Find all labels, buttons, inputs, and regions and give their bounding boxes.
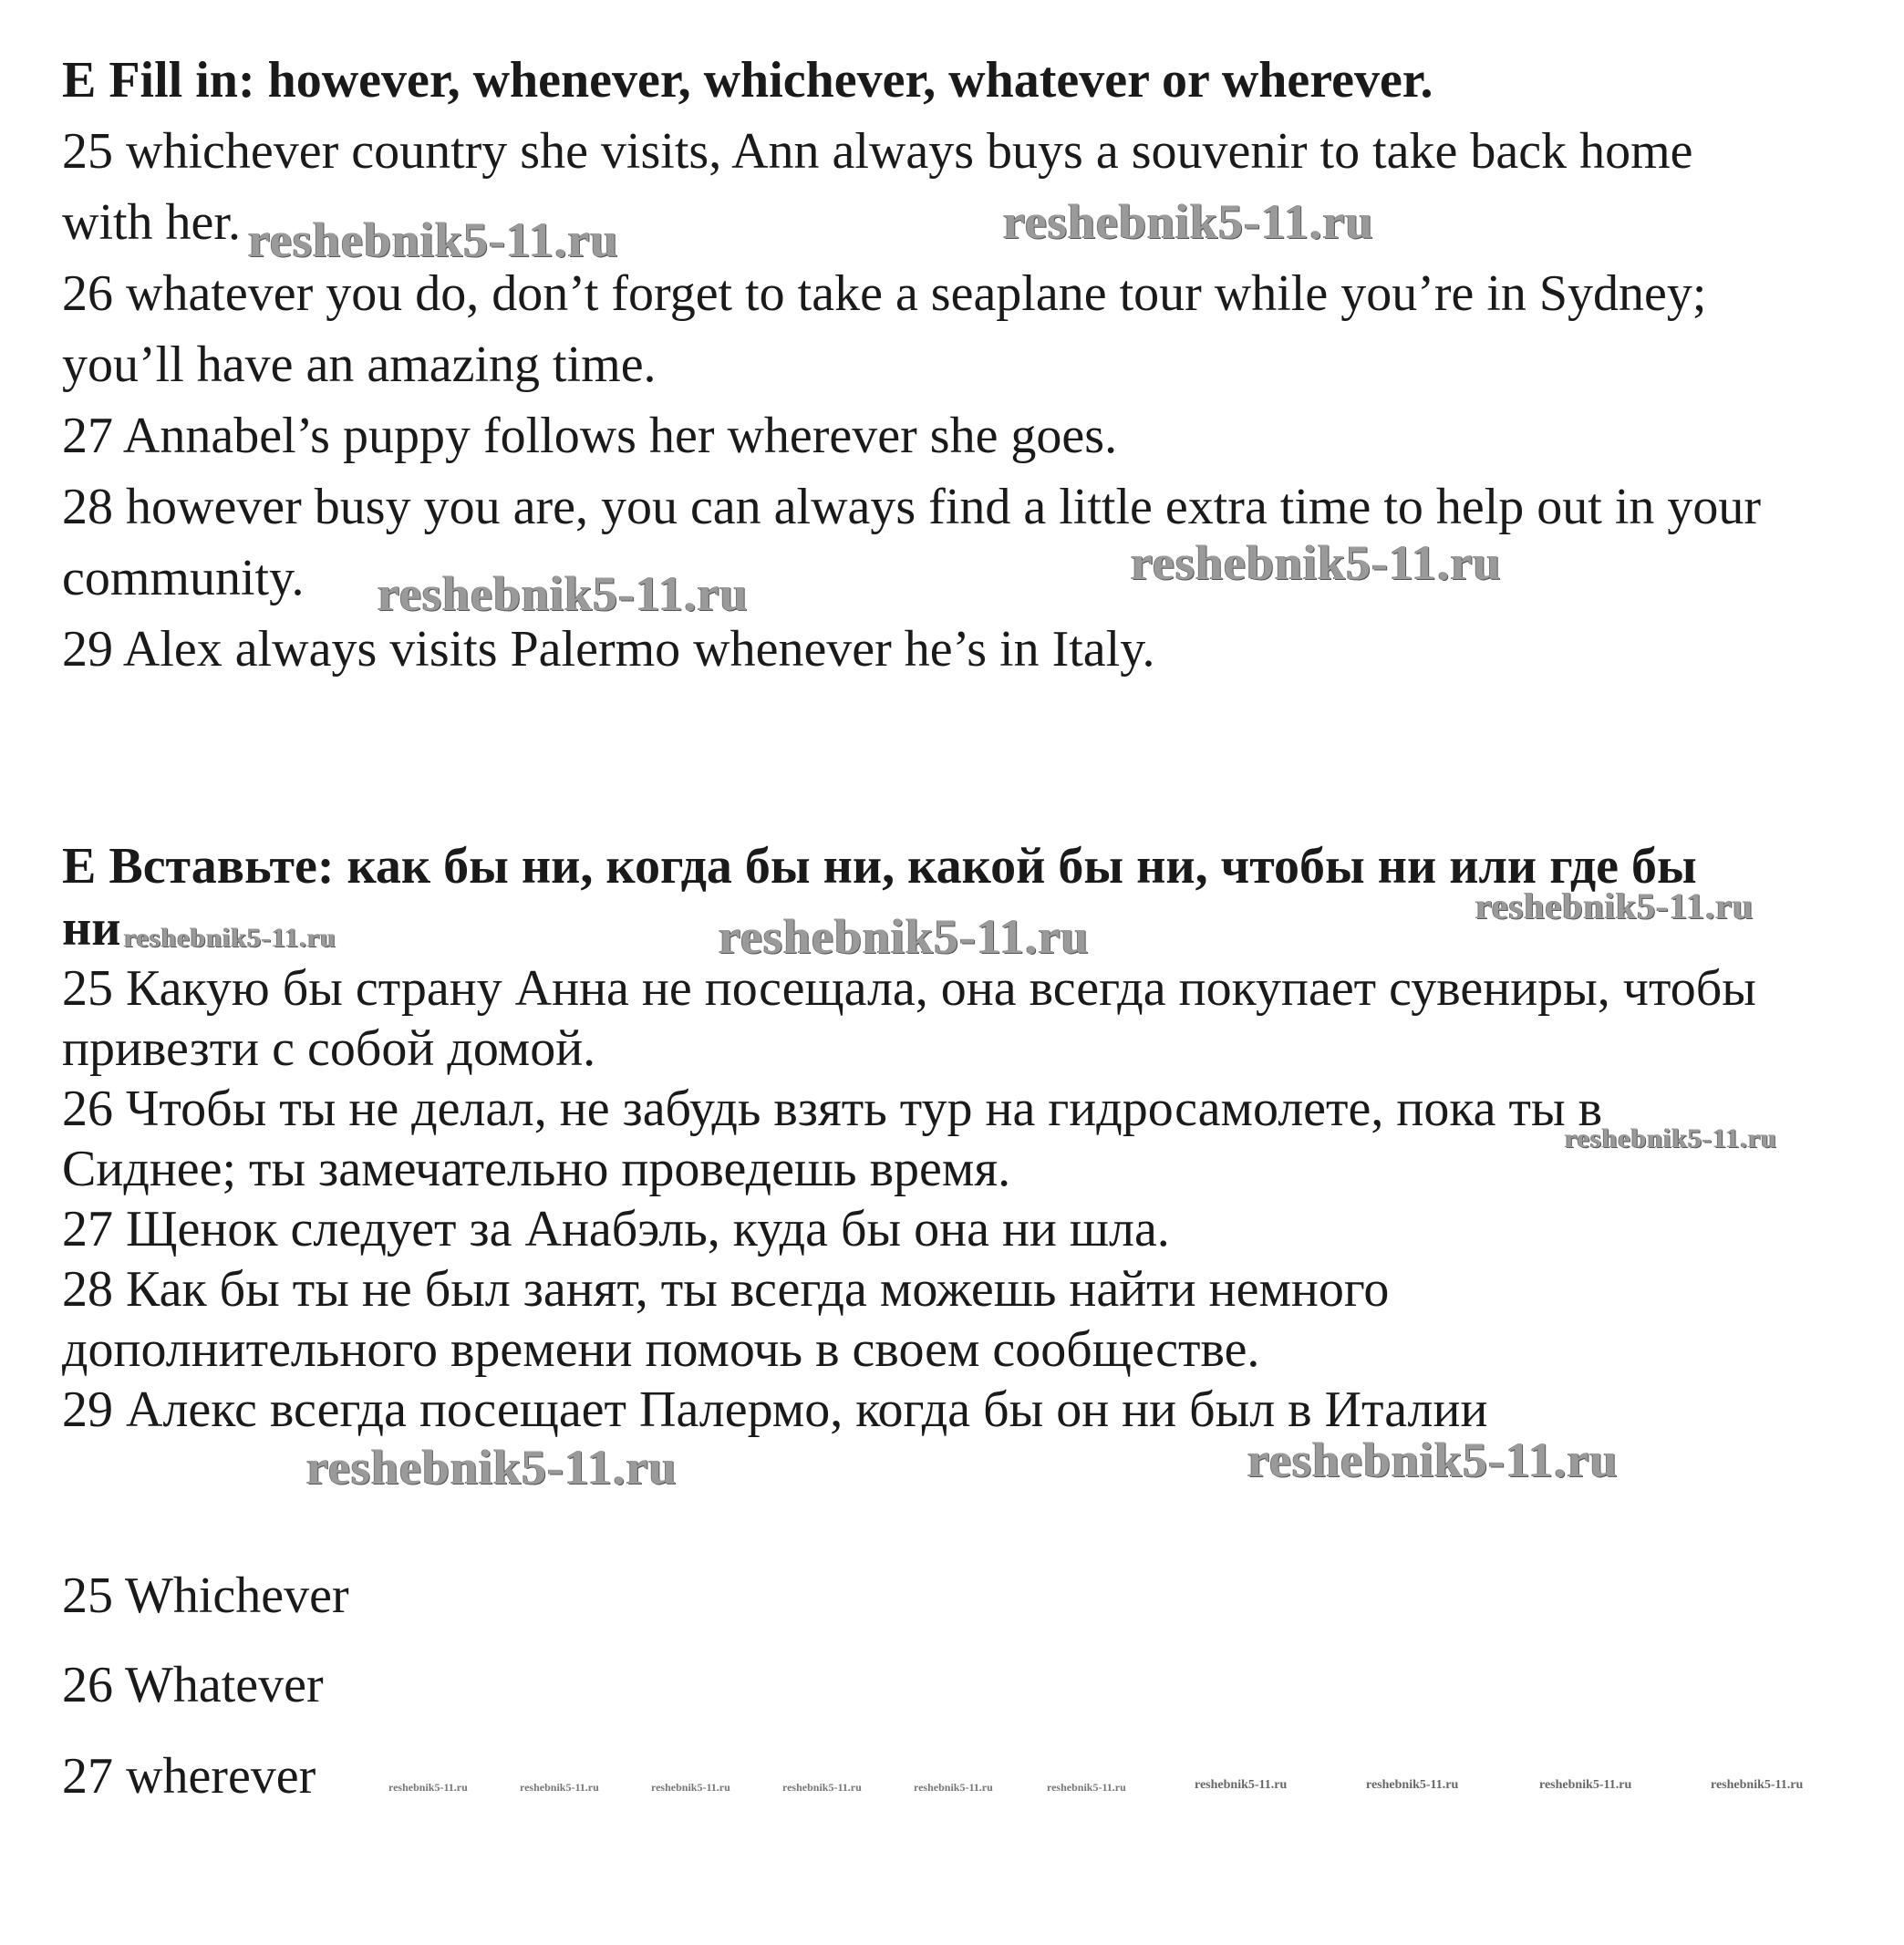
russian-line: 26 Чтобы ты не делал, не забудь взять тур на гидросамолете, пока ты в <box>62 1081 1603 1137</box>
russian-line: 28 Как бы ты не был занят, ты всегда можешь найти немного <box>62 1261 1390 1318</box>
watermark: reshebnik5-11.ru <box>1565 1123 1777 1154</box>
watermark: reshebnik5-11.ru <box>1366 1778 1459 1792</box>
russian-line: Сиднее; ты замечательно проведешь время. <box>62 1141 1011 1197</box>
watermark: reshebnik5-11.ru <box>1711 1778 1804 1792</box>
watermark: reshebnik5-11.ru <box>1247 1433 1619 1487</box>
russian-line: 29 Алекс всегда посещает Палермо, когда бы он ни был в Италии <box>62 1381 1488 1438</box>
english-line: with her. <box>62 194 241 251</box>
russian-heading-cont: ни <box>62 900 121 957</box>
answer-item: 26 Whatever <box>62 1657 324 1713</box>
watermark: reshebnik5-11.ru <box>520 1781 599 1794</box>
watermark: reshebnik5-11.ru <box>248 212 619 267</box>
russian-heading: E Вставьте: как бы ни, когда бы ни, какой бы ни, чтобы ни или где бы <box>62 838 1697 895</box>
watermark: reshebnik5-11.ru <box>719 909 1090 964</box>
english-line: you’ll have an amazing time. <box>62 336 657 393</box>
english-line: 25 whichever country she visits, Ann always buys a souvenir to take back home <box>62 123 1693 180</box>
english-line: 26 whatever you do, don’t forget to take a seaplane tour while you’re in Sydney; <box>62 265 1707 322</box>
answer-item: 25 Whichever <box>62 1567 349 1624</box>
english-line: 27 Annabel’s puppy follows her wherever she goes. <box>62 408 1118 464</box>
watermark: reshebnik5-11.ru <box>782 1781 862 1794</box>
english-heading: E Fill in: however, whenever, whichever, whatever or wherever. <box>62 52 1433 109</box>
watermark: reshebnik5-11.ru <box>124 923 336 953</box>
watermark: reshebnik5-11.ru <box>1539 1778 1632 1792</box>
watermark: reshebnik5-11.ru <box>1475 885 1754 926</box>
watermark: reshebnik5-11.ru <box>914 1781 993 1794</box>
watermark: reshebnik5-11.ru <box>1131 535 1502 590</box>
watermark: reshebnik5-11.ru <box>378 566 749 621</box>
answer-item: 27 wherever <box>62 1748 316 1805</box>
english-line: community. <box>62 550 305 606</box>
russian-line: дополнительного времени помочь в своем сообществе. <box>62 1321 1260 1378</box>
english-line: 29 Alex always visits Palermo whenever he’s in Italy. <box>62 621 1155 678</box>
watermark: reshebnik5-11.ru <box>1047 1781 1126 1794</box>
watermark: reshebnik5-11.ru <box>388 1781 468 1794</box>
english-line: 28 however busy you are, you can always find a little extra time to help out in your <box>62 479 1762 535</box>
watermark: reshebnik5-11.ru <box>651 1781 730 1794</box>
watermark: reshebnik5-11.ru <box>1195 1778 1288 1792</box>
russian-line: 25 Какую бы страну Анна не посещала, она всегда покупает сувениры, чтобы <box>62 960 1756 1017</box>
watermark: reshebnik5-11.ru <box>306 1440 678 1495</box>
russian-line: привезти с собой домой. <box>62 1020 596 1077</box>
watermark: reshebnik5-11.ru <box>1003 194 1374 249</box>
russian-line: 27 Щенок следует за Анабэль, куда бы она ни шла. <box>62 1201 1170 1257</box>
